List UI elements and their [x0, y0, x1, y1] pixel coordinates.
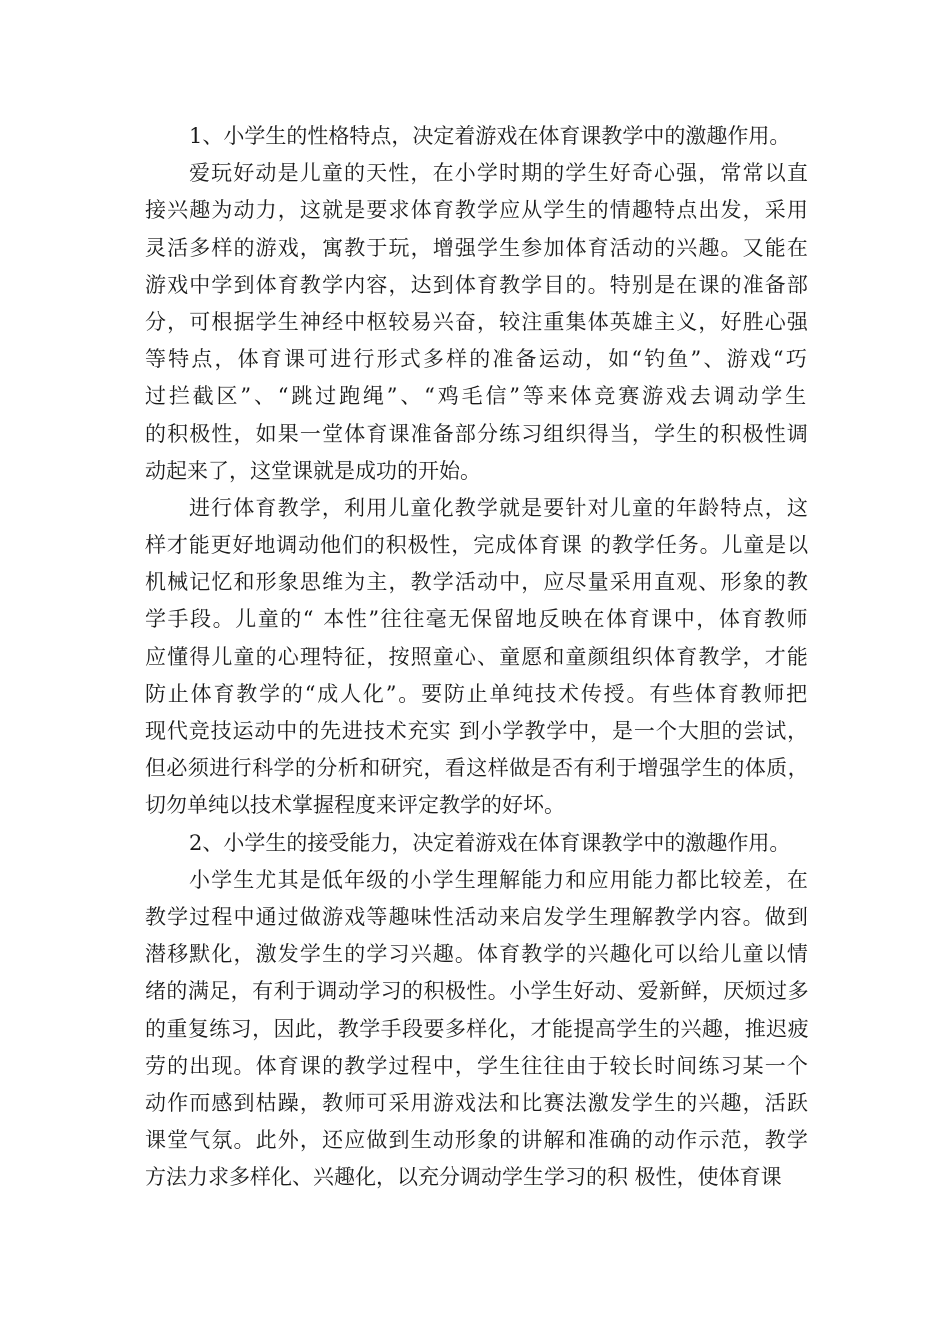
text-line: 机械记忆和形象思维为主，教学活动中，应尽量采用直观、形象的教	[145, 570, 809, 595]
text-line: 爱玩好动是儿童的天性，在小学时期的学生好奇心强，常常以直	[189, 161, 809, 186]
text-line: 绪的满足，有利于调动学习的积极性。小学生好动、爱新鲜，厌烦过多	[145, 979, 809, 1004]
text-line: 进行体育教学，利用儿童化教学就是要针对儿童的年龄特点，这	[189, 495, 809, 520]
text-line: 教学过程中通过做游戏等趣味性活动来启发学生理解教学内容。做到	[145, 904, 809, 929]
text-line: 动作而感到枯躁，教师可采用游戏法和比赛法激发学生的兴趣，活跃	[145, 1090, 809, 1115]
text-line: 但必须进行科学的分析和研究，看这样做是否有利于增强学生的体质，	[145, 756, 809, 781]
document-page	[145, 118, 809, 1196]
text-line: 小学生尤其是低年级的小学生理解能力和应用能力都比较差，在	[189, 867, 809, 892]
text-line: 防止体育教学的“成人化”。要防止单纯技术传授。有些体育教师把	[145, 681, 809, 706]
text-line: 接兴趣为动力，这就是要求体育教学应从学生的情趣特点出发，采用	[145, 198, 809, 223]
text-line: 1、小学生的性格特点，决定着游戏在体育课教学中的激趣作用。	[189, 124, 791, 148]
text-line: 样才能更好地调动他们的积极性，完成体育课 的教学任务。儿童是以	[145, 533, 809, 558]
text-line: 方法力求多样化、兴趣化，以充分调动学生学习的积 极性，使体育课	[145, 1165, 782, 1190]
text-line: 潜移默化，激发学生的学习兴趣。体育教学的兴趣化可以给儿童以情	[145, 942, 809, 967]
text-line: 劳的出现。体育课的教学过程中，学生往往由于较长时间练习某一个	[145, 1053, 809, 1078]
text-line: 课堂气氛。此外，还应做到生动形象的讲解和准确的动作示范，教学	[145, 1128, 809, 1153]
text-line: 现代竞技运动中的先进技术充实 到小学教学中，是一个大胆的尝试，	[145, 719, 809, 743]
text-line: 游戏中学到体育教学内容，达到体育教学目的。特别是在课的准备部	[145, 272, 809, 297]
text-line: 学手段。儿童的“ 本性”往往毫无保留地反映在体育课中，体育教师	[145, 607, 809, 632]
text-line: 动起来了，这堂课就是成功的开始。	[145, 458, 481, 483]
text-line: 灵活多样的游戏，寓教于玩，增强学生参加体育活动的兴趣。又能在	[145, 235, 809, 260]
text-line: 2、小学生的接受能力，决定着游戏在体育课教学中的激趣作用。	[189, 830, 791, 855]
text-line: 分，可根据学生神经中枢较易兴奋，较注重集体英雄主义，好胜心强	[145, 309, 809, 334]
text-line: 的积极性，如果一堂体育课准备部分练习组织得当，学生的积极性调	[145, 421, 809, 446]
text-line: 切勿单纯以技术掌握程度来评定教学的好坏。	[145, 793, 565, 818]
text-line: 过拦截区”、“跳过跑绳”、“鸡毛信”等来体竞赛游戏去调动学生	[145, 384, 809, 409]
text-line: 的重复练习，因此，教学手段要多样化，才能提高学生的兴趣，推迟疲	[145, 1016, 809, 1041]
text-line: 应懂得儿童的心理特征，按照童心、童愿和童颜组织体育教学，才能	[145, 644, 809, 669]
text-line: 等特点，体育课可进行形式多样的准备运动，如“钓鱼”、游戏“巧	[145, 347, 809, 372]
